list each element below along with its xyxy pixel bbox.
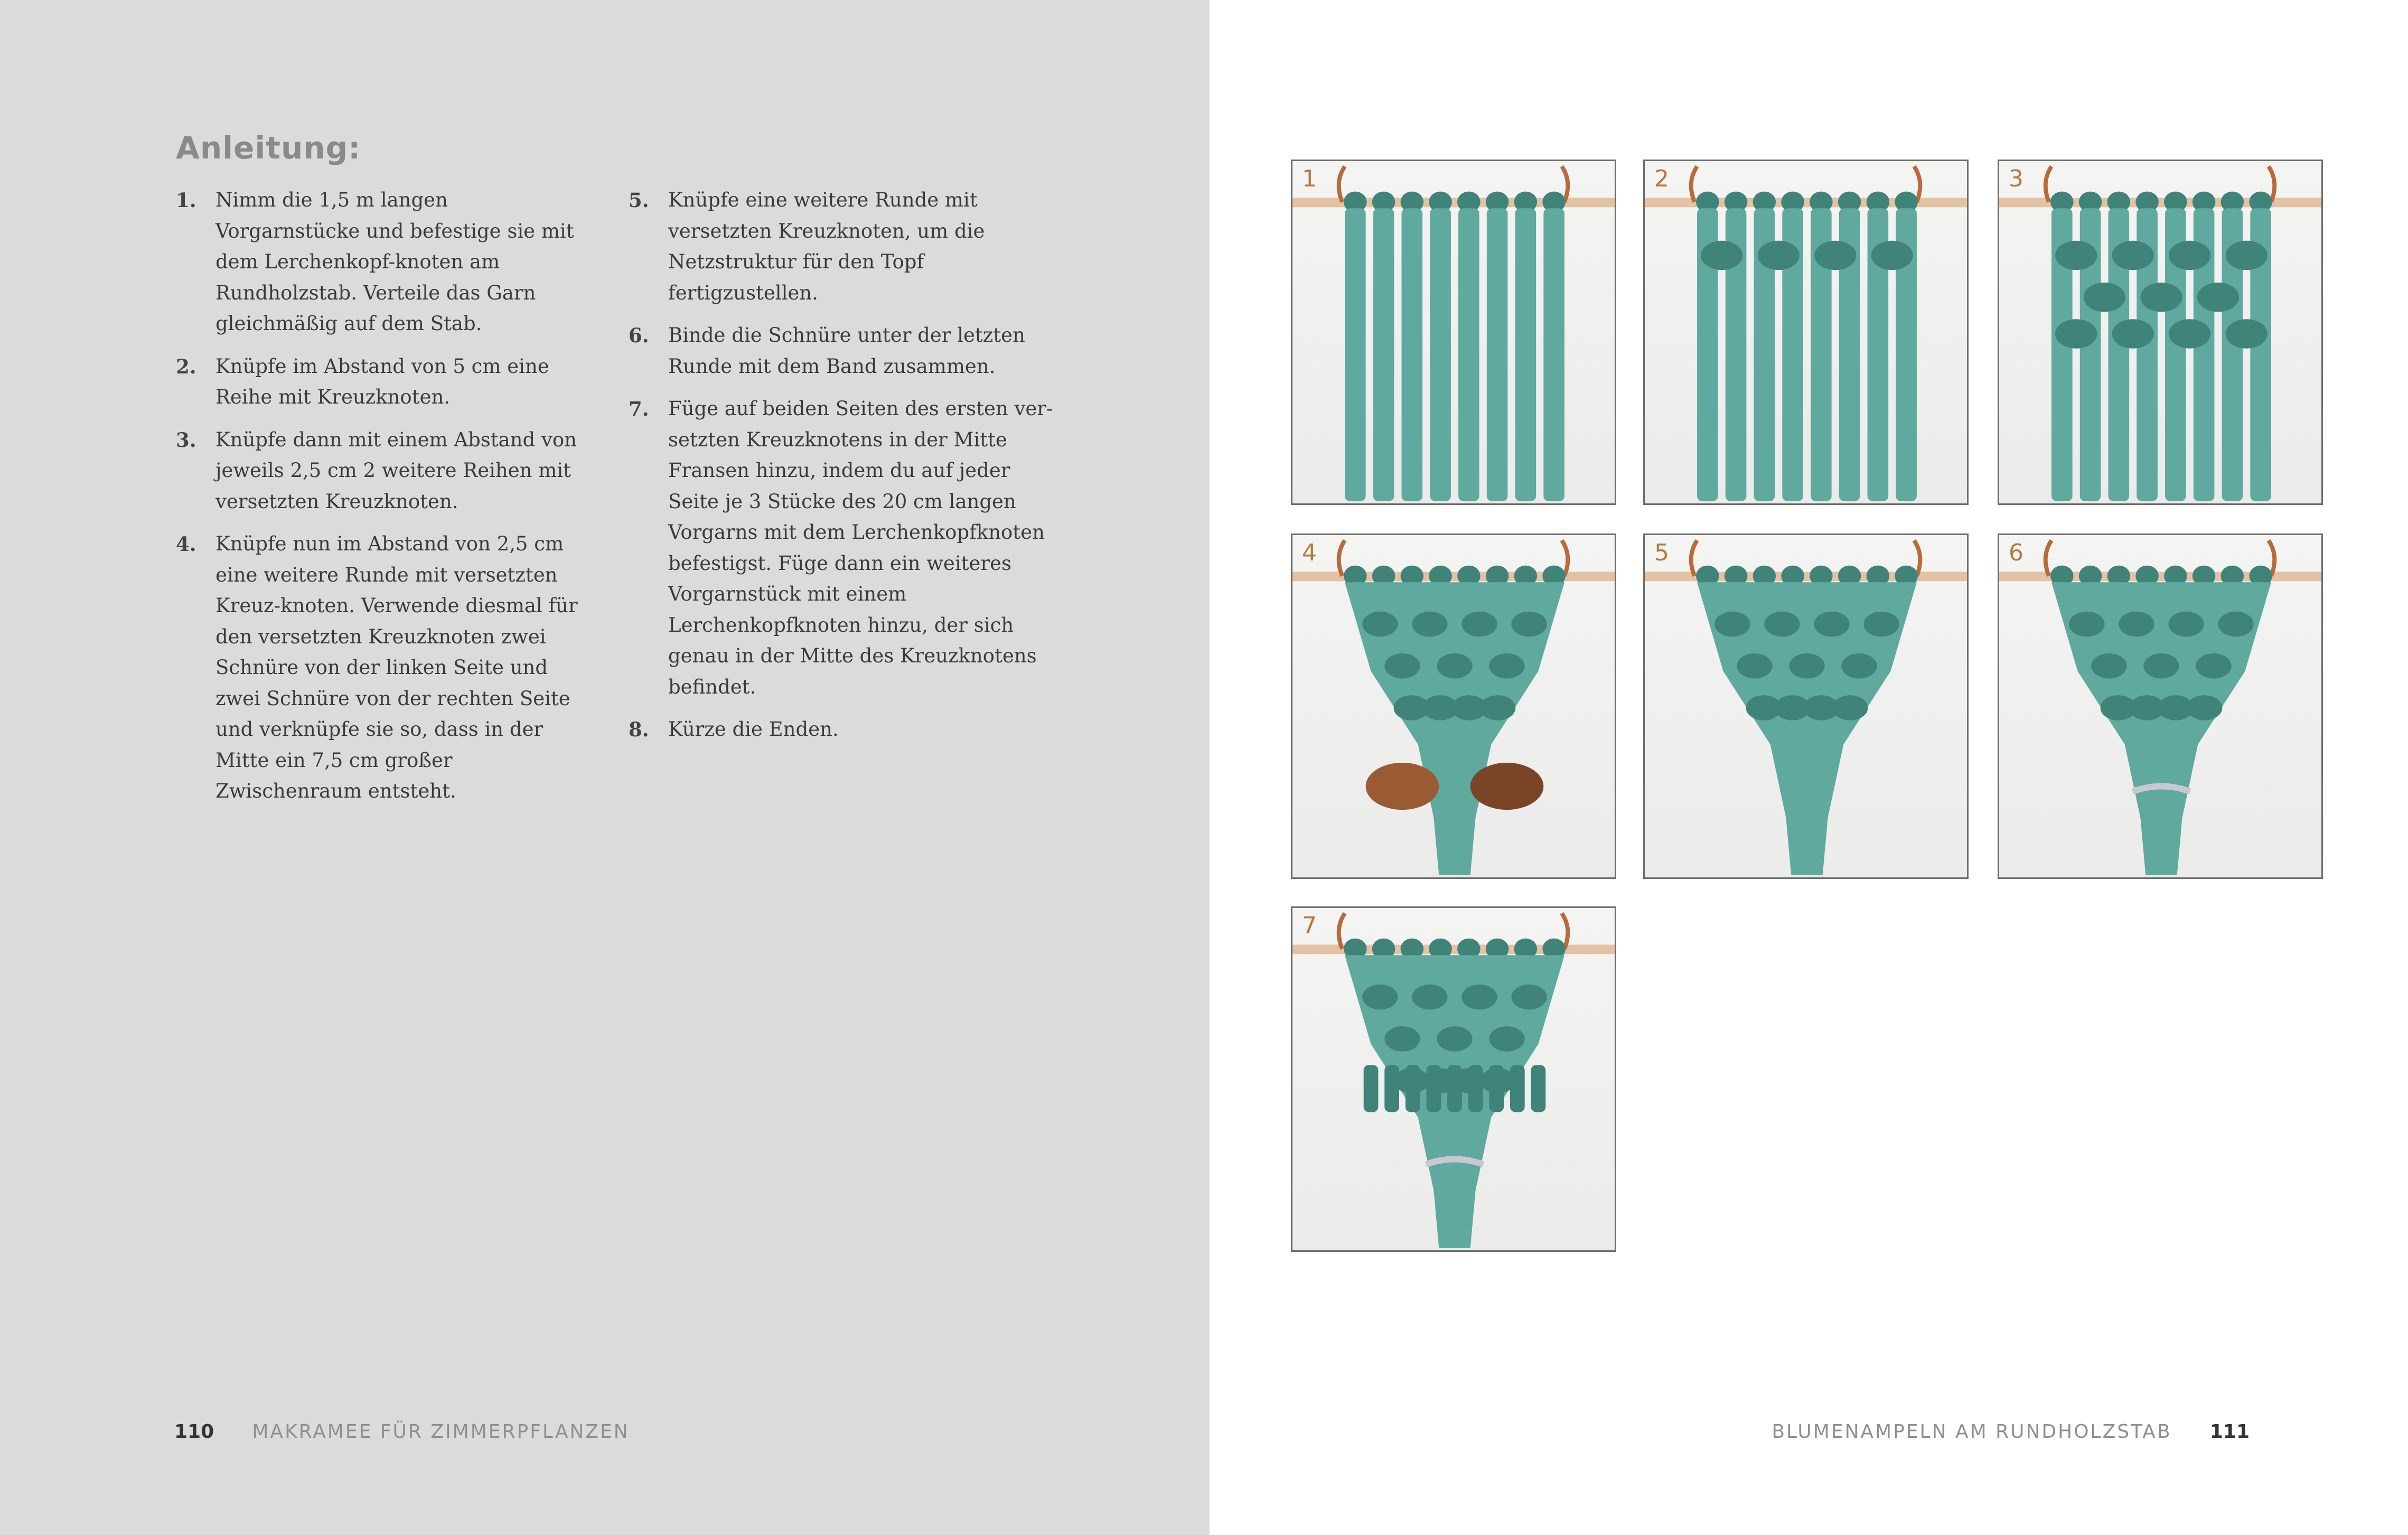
step-photo-4 <box>1291 533 1616 879</box>
step-number: 1. <box>176 189 196 212</box>
step-number: 5. <box>629 189 649 212</box>
step-number: 7. <box>629 397 649 420</box>
step-photo-label: 1 <box>1302 165 1317 192</box>
macrame-illustration <box>1999 535 2321 877</box>
page-number-left: 110 <box>174 1421 214 1443</box>
step-photo-3 <box>1998 160 2323 505</box>
step-text: Nimm die 1,5 m langen Vorgarnstücke und befestige sie mit dem Lerchenkopf-knoten am Rundholzstab. Verteile das Garn gleichmäßig auf dem Stab. <box>215 189 574 335</box>
step-number: 3. <box>176 428 196 452</box>
macrame-illustration <box>1292 161 1615 503</box>
macrame-illustration <box>1645 161 1967 503</box>
step-photo-label: 6 <box>2009 539 2023 566</box>
instruction-step <box>176 529 593 807</box>
macrame-illustration <box>1999 161 2321 503</box>
step-text: Knüpfe im Abstand von 5 cm eine Reihe mit Kreuzknoten. <box>215 354 549 408</box>
left-footer <box>174 1421 630 1443</box>
instruction-step <box>629 320 1062 382</box>
instruction-step <box>629 185 1062 308</box>
step-photo-7 <box>1291 906 1616 1252</box>
instruction-step <box>176 351 593 413</box>
step-text: Binde die Schnüre unter der letzten Runde mit dem Band zusammen. <box>668 324 1025 378</box>
step-photo-label: 4 <box>1302 539 1317 566</box>
right-footer <box>1772 1421 2250 1443</box>
step-text: Kürze die Enden. <box>668 718 839 741</box>
step-number: 8. <box>629 718 649 741</box>
instruction-list-column-1 <box>176 185 593 819</box>
step-photo-2 <box>1643 160 1969 505</box>
macrame-illustration <box>1292 908 1615 1250</box>
step-text: Füge auf beiden Seiten des ersten ver-setzten Kreuzknotens in der Mitte Fransen hinzu, indem du auf jeder Seite je 3 Stücke des 20 cm langen Vorgarns mit dem Lerchenkopfknoten befestigst. Füge dann ein weiteres Vorgarnstück mit einem Lerchenkopfknoten hinzu, der sich genau in der Mitte des Kreuzknotens befindet. <box>668 397 1053 698</box>
step-photo-label: 3 <box>2009 165 2023 192</box>
macrame-illustration <box>1645 535 1967 877</box>
step-photo-6 <box>1998 533 2323 879</box>
step-photo-label: 2 <box>1654 165 1669 192</box>
running-title-right: BLUMENAMPELN AM RUNDHOLZSTAB <box>1772 1421 2172 1443</box>
running-title-left: MAKRAMEE FÜR ZIMMERPFLANZEN <box>252 1421 630 1443</box>
page-number-right: 111 <box>2209 1421 2250 1443</box>
instruction-step <box>176 185 593 340</box>
instruction-step <box>176 425 593 518</box>
step-photo-label: 7 <box>1302 912 1317 939</box>
step-number: 4. <box>176 532 196 556</box>
macrame-illustration <box>1292 535 1615 877</box>
step-photo-1 <box>1291 160 1616 505</box>
instruction-step <box>629 714 1062 745</box>
step-photo-label: 5 <box>1654 539 1669 566</box>
instructions-heading: Anleitung: <box>176 130 361 166</box>
step-number: 6. <box>629 324 649 347</box>
instruction-step <box>629 394 1062 703</box>
step-text: Knüpfe eine weitere Runde mit versetzten Kreuzknoten, um die Netzstruktur für den Topf fertigzustellen. <box>668 189 985 304</box>
step-text: Knüpfe nun im Abstand von 2,5 cm eine weitere Runde mit versetzten Kreuz-knoten. Verwende diesmal für den versetzten Kreuzknoten zwei Schnüre von der linken Seite und zwei Schnüre von der rechten Seite und verknüpfe sie so, dass in der Mitte ein 7,5 cm großer Zwischenraum entsteht. <box>215 532 578 802</box>
step-number: 2. <box>176 354 196 378</box>
step-text: Knüpfe dann mit einem Abstand von jeweils 2,5 cm 2 weitere Reihen mit versetzten Kreuzknoten. <box>215 428 577 513</box>
step-photo-5 <box>1643 533 1969 879</box>
instruction-list-column-2 <box>629 185 1062 757</box>
